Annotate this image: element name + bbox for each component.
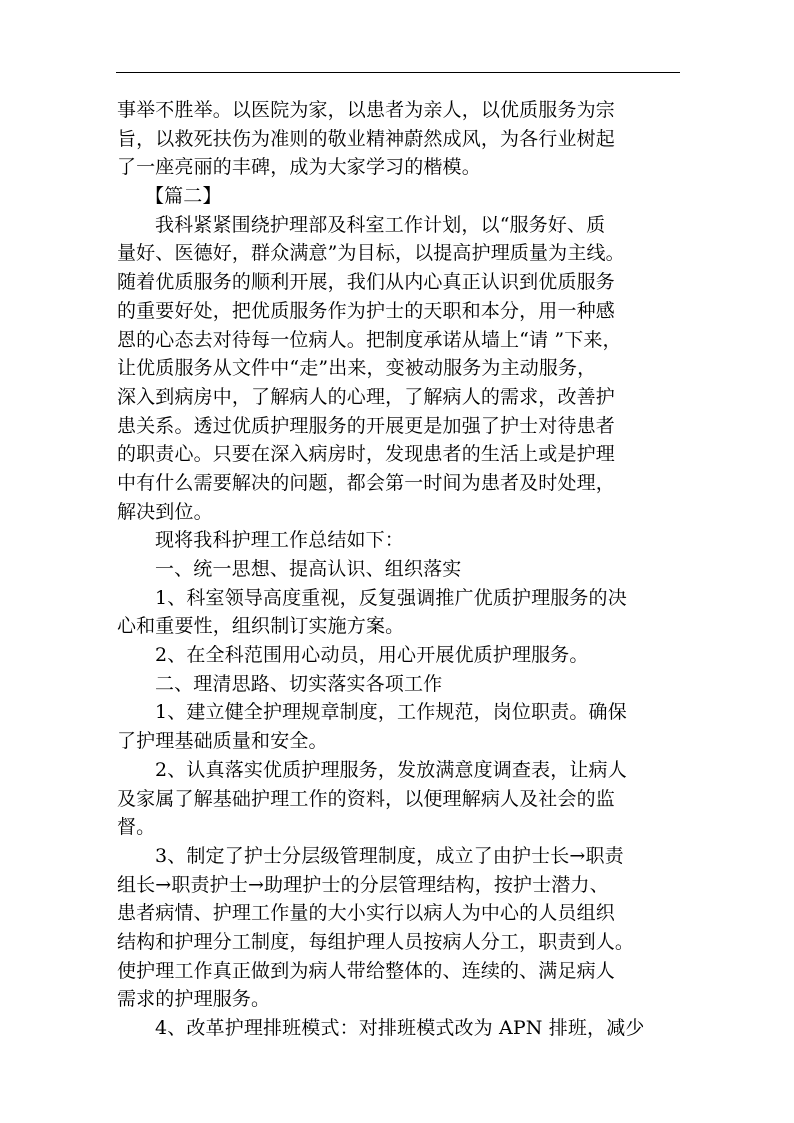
text-line: 结构和护理分工制度，每组护理人员按病人分工，职责到人。: [117, 930, 635, 953]
text-line: 中有什么需要解决的问题，都会第一时间为患者及时处理，: [117, 471, 615, 494]
text-line: 3、制定了护士分层级管理制度，成立了由护士长→职责: [155, 844, 624, 867]
text-line: 现将我科护理工作总结如下：: [155, 529, 404, 552]
text-line: 解决到位。: [117, 500, 213, 523]
section-heading: 【篇二】: [145, 185, 222, 208]
text-line: 了一座亮丽的丰碑，成为大家学习的楷模。: [117, 156, 481, 179]
text-line: 1、建立健全护理规章制度，工作规范，岗位职责。确保: [155, 701, 627, 724]
text-line: 4、改革护理排班模式：对排班模式改为 APN 排班，减少: [155, 1017, 645, 1039]
text-line: 1、科室领导高度重视，反复强调推广优质护理服务的决: [155, 586, 627, 609]
text-line: 深入到病房中，了解病人的心理，了解病人的需求，改善护: [117, 385, 615, 408]
text-line: 旨，以救死扶伤为准则的敬业精神蔚然成风，为各行业树起: [117, 127, 615, 150]
text-line: 事举不胜举。以医院为家，以患者为亲人，以优质服务为宗: [117, 99, 615, 121]
text-line: 组长→职责护士→助理护士的分层管理结构，按护士潜力、: [117, 873, 609, 896]
text-line: 的职责心。只要在深入病房时，发现患者的生活上或是护理: [117, 443, 615, 466]
text-line: 量好、医德好，群众满意”为目标，以提高护理质量为主线。: [117, 242, 625, 265]
text-line: 使护理工作真正做到为病人带给整体的、连续的、满足病人: [117, 959, 615, 982]
text-line: 的重要好处，把优质服务作为护士的天职和本分，用一种感: [117, 299, 615, 322]
text-line: 随着优质服务的顺利开展，我们从内心真正认识到优质服务: [117, 271, 615, 294]
text-line: 患关系。透过优质护理服务的开展更是加强了护士对待患者: [117, 414, 615, 437]
header-rule: [116, 72, 680, 73]
outline-heading: 二、理清思路、切实落实各项工作: [155, 672, 443, 695]
text-line: 2、认真落实优质护理服务，发放满意度调查表，让病人: [155, 758, 627, 781]
text-line: 需求的护理服务。: [117, 988, 271, 1011]
text-line: 恩的心态去对待每一位病人。把制度承诺从墙上“请 ”下来，: [117, 328, 622, 351]
outline-heading: 一、统一思想、提高认识、组织落实: [155, 558, 462, 580]
text-line: 患者病情、护理工作量的大小实行以病人为中心的人员组织: [117, 902, 615, 925]
text-line: 我科紧紧围绕护理部及科室工作计划，以“服务好、质: [155, 213, 606, 236]
text-line: 及家属了解基础护理工作的资料，以便理解病人及社会的监: [117, 787, 615, 810]
text-line: 心和重要性，组织制订实施方案。: [117, 615, 405, 638]
document-body: [117, 96, 681, 1043]
text-line: 2、在全科范围用心动员，用心开展优质护理服务。: [155, 644, 589, 667]
text-line: 让优质服务从文件中“走”出来，变被动服务为主动服务，: [117, 357, 597, 380]
text-line: 了护理基础质量和安全。: [117, 730, 328, 753]
text-line: 督。: [117, 816, 156, 839]
